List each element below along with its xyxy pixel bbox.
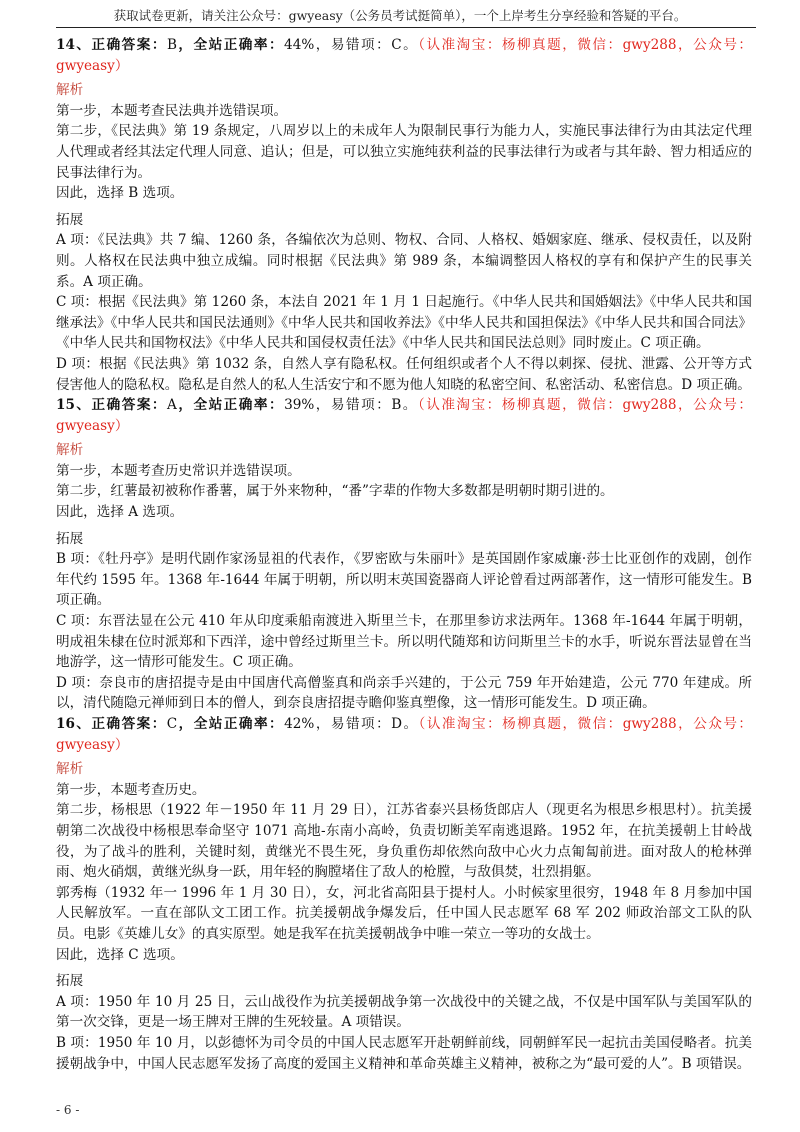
correct-answer: C: [166, 716, 178, 732]
analysis-step: 因此，选择 B 选项。: [56, 185, 184, 202]
extension-item: B 项：《牡丹亭》是明代剧作家汤显祖的代表作，《罗密欧与朱丽叶》是英国剧作家威廉·莎士比亚创作的戏剧，创作年代约 1595 年。1368 年-1644 年属于明朝，所以明末英国瓷器商人评论曾看过两部著作，这一情形可能发生。B 项正确。: [56, 551, 752, 609]
question-block: [56, 35, 752, 395]
promo-text: （认准淘宝：杨柳真题，微信：gwy288，公众号：gwyeasy）: [56, 397, 752, 434]
analysis-step: 第一步，本题考查历史常识并选错误项。: [56, 462, 301, 479]
page-content: [56, 35, 752, 1074]
wrong-label: ，易错项：: [314, 716, 392, 732]
analysis-step: 第一步，本题考查历史。: [56, 781, 206, 798]
rate-label: ，全站正确率：: [176, 37, 285, 53]
promo-text: （认准淘宝：杨柳真题，微信：gwy288，公众号：gwyeasy）: [56, 37, 753, 74]
question-block: [56, 714, 752, 1074]
wrong-option: C。: [391, 37, 419, 53]
correct-rate: 44%: [284, 37, 315, 53]
analysis-step: 第一步，本题考查民法典并选错误项。: [56, 102, 288, 119]
extension-item: D 项：根据《民法典》第 1032 条，自然人享有隐私权。任何组织或者个人不得以刺探、侵扰、泄露、公开等方式侵害他人的隐私权。隐私是自然人的私人生活安宁和不愿为他人知晓的私密空间、私密活动、私密信息。D 项正确。: [56, 355, 752, 393]
answer-line: [56, 35, 752, 76]
extension-heading: 拓展: [56, 973, 84, 990]
analysis-step: 因此，选择 C 选项。: [56, 946, 184, 963]
answer-line: [56, 395, 752, 436]
wrong-label: ，易错项：: [314, 397, 392, 414]
question-number: 15、正确答案：: [56, 397, 168, 414]
analysis-step: 因此，选择 A 选项。: [56, 504, 184, 521]
extension-item: C 项：根据《民法典》第 1260 条，本法自 2021 年 1 月 1 日起施行。《中华人民共和国婚姻法》《中华人民共和国继承法》《中华人民共和国民法通则》《中华人民共和国收养法》《中华人民共和国担保法》《中华人民共和国合同法》《中华人民共和国物权法》《中华人民共和国侵权责任法》《中华人民共和国民法总则》同时废止。C 项正确。: [56, 294, 752, 352]
question-number: 16、正确答案：: [56, 716, 167, 732]
analysis-heading: 解析: [56, 442, 84, 459]
promo-text: （认准淘宝：杨柳真题，微信：gwy288，公众号：gwyeasy）: [56, 716, 752, 753]
extension-item: A 项：《民法典》共 7 编、1260 条，各编依次为总则、物权、合同、人格权、婚姻家庭、继承、侵权责任，以及附则。人格权在民法典中独立成编。同时根据《民法典》第 989 条，本编调整因人格权的享有和保护产生的民事关系。A 项正确。: [56, 232, 752, 290]
header-divider: [56, 27, 756, 28]
rate-label: ，全站正确率：: [176, 397, 285, 414]
extension-item: B 项：1950 年 10 月，以彭德怀为司令员的中国人民志愿军开赴朝鲜前线，同朝鲜军民一起抗击美国侵略者。抗美援朝战争中，中国人民志愿军发扬了高度的爱国主义精神和革命英雄主义精神，被称之为“最可爱的人”。B 项错误。: [56, 1034, 752, 1072]
analysis-step: 第二步，红薯最初被称作番薯，属于外来物种，“番”字辈的作物大多数都是明朝时期引进的。: [56, 483, 614, 500]
analysis-step: 第二步，《民法典》第 19 条规定，八周岁以上的未成年人为限制民事行为能力人，实施民事法律行为由其法定代理人代理或者经其法定代理人同意、追认；但是，可以独立实施纯获利益的民事法律行为或者与其年龄、智力相适应的民事法律行为。: [56, 123, 752, 181]
extension-heading: 拓展: [56, 211, 84, 228]
extension-heading: 拓展: [56, 530, 84, 547]
rate-label: ，全站正确率：: [177, 716, 285, 732]
extension-item: A 项：1950 年 10 月 25 日，云山战役作为抗美援朝战争第一次战役中的关键之战，不仅是中国军队与美国军队的第一次交锋，更是一场王牌对王牌的生死较量。A 项错误。: [56, 993, 752, 1031]
analysis-heading: 解析: [56, 761, 84, 778]
wrong-label: ，易错项：: [314, 37, 392, 53]
correct-rate: 42%: [284, 716, 315, 732]
correct-answer: B: [166, 37, 177, 53]
analysis-step: 郭秀梅（1932 年一 1996 年 1 月 30 日），女，河北省高阳县于提村人。小时候家里很穷，1948 年 8 月参加中国人民解放军。一直在部队文工团工作。抗美援朝战争爆发后，任中国人民志愿军 68 军 202 师政治部文工队的队员。电影《英雄儿女》的真实原型。她是我军在抗美援朝战争中唯一荣立一等功的女战士。: [56, 884, 752, 942]
analysis-heading: 解析: [56, 82, 84, 99]
page-number: - 6 -: [56, 1103, 80, 1117]
correct-rate: 39%: [284, 397, 315, 414]
correct-answer: A: [167, 397, 177, 414]
extension-item: C 项：东晋法显在公元 410 年从印度乘船南渡进入斯里兰卡，在那里参访求法两年。1368 年-1644 年属于明朝，明成祖朱棣在位时派郑和下西洋，途中曾经过斯里兰卡。所以明代随郑和访问斯里兰卡的水手，听说东晋法显曾在当地游学，这一情形可能发生。C 项正确。: [56, 613, 752, 671]
wrong-option: D。: [391, 716, 419, 732]
extension-item: D 项：奈良市的唐招提寺是由中国唐代高僧鉴真和尚亲手兴建的，于公元 759 年开始建造，公元 770 年建成。所以，清代随隐元禅师到日本的僧人，到奈良唐招提寺瞻仰鉴真塑像，这一情形可能发生。D 项正确。: [56, 674, 752, 712]
page-header: 获取试卷更新，请关注公众号：gwyeasy（公务员考试挺简单），一个上岸考生分享经验和答疑的平台。: [113, 8, 687, 23]
wrong-option: B。: [391, 397, 418, 414]
question-block: [56, 395, 752, 714]
question-number: 14、正确答案：: [56, 37, 167, 53]
answer-line: [56, 714, 752, 755]
analysis-step: 第二步，杨根思（1922 年－1950 年 11 月 29 日），江苏省泰兴县杨货郎店人（现更名为根思乡根思村）。抗美援朝第二次战役中杨根思奉命坚守 1071 高地-东南小高岭，负责切断美军南逃退路。1952 年，在抗美援朝上甘岭战役，为了战斗的胜利，关键时刻，黄继光不畏生死，身负重伤却依然向敌中心火力点匍匐前进。面对敌人的枪林弹雨、炮火硝烟，黄继光纵身一跃，用年轻的胸膛堵住了敌人的枪膛，与敌俱焚，壮烈捐躯。: [56, 802, 752, 881]
